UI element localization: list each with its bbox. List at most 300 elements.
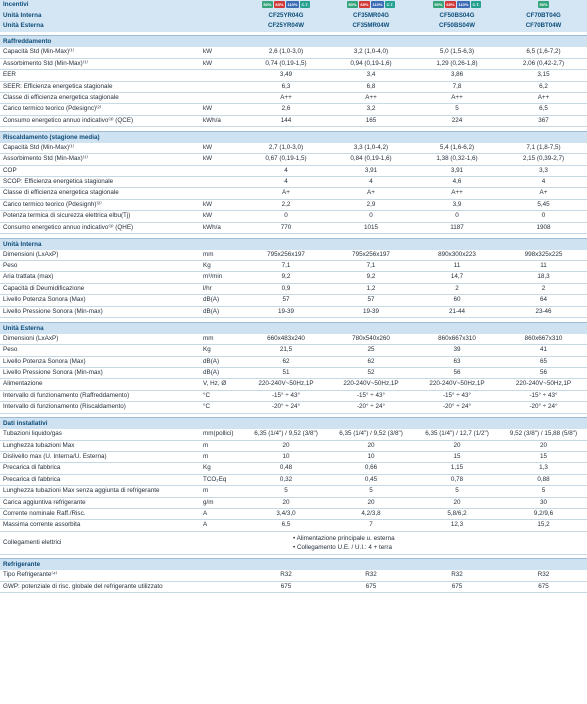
spec-value: 5	[244, 486, 328, 497]
spec-value: 5	[414, 486, 500, 497]
spec-unit: Kg	[200, 261, 244, 272]
spec-value: 5	[414, 104, 500, 115]
incentive-badge: C.T.	[386, 1, 394, 7]
indoor-model-3: CF50BS04G	[414, 11, 500, 22]
spec-unit: kW	[200, 104, 244, 115]
spec-value: 20	[414, 440, 500, 451]
spec-value: 5,8/6,2	[414, 508, 500, 519]
electrical-connections-notes: • Alimentazione principale u. esterna • Collegamento U.E. / U.I.: 4 + terra	[200, 531, 587, 554]
spec-value: 0	[414, 211, 500, 222]
spec-label: Tubazioni liquido/gas	[0, 429, 200, 440]
incentive-badge: 65%	[446, 1, 455, 7]
spec-value: 6,5 (1,6-7,2)	[500, 47, 587, 58]
spec-value: 1187	[414, 222, 500, 233]
spec-label: Lunghezza tubazioni Max	[0, 440, 200, 451]
spec-value: 57	[328, 295, 414, 306]
spec-label: Consumo energetico annuo indicativo⁽³⁾ (QHE)	[0, 222, 200, 233]
spec-row	[0, 390, 587, 401]
spec-unit: kWh/a	[200, 222, 244, 233]
spec-row	[0, 440, 587, 451]
spec-unit: kW	[200, 211, 244, 222]
spec-value: 660x483x240	[244, 334, 328, 345]
spec-label: Classe di efficienza energetica stagionale	[0, 93, 200, 104]
outdoor-unit-label: Unità Esterna	[0, 21, 200, 32]
spec-value: 6,5	[244, 520, 328, 531]
spec-value: 30	[500, 497, 587, 508]
spec-value: 3,86	[414, 70, 500, 81]
indoor-model-4: CF70BT04G	[500, 11, 587, 22]
spec-value: -20° ÷ 24°	[244, 402, 328, 413]
spec-value: 0,74 (0,19-1,5)	[244, 58, 328, 69]
spec-value: 62	[244, 356, 328, 367]
section-title: Raffreddamento	[0, 36, 587, 48]
spec-value: 998x325x225	[500, 250, 587, 261]
spec-label: Livello Pressione Sonora (Min-max)	[0, 367, 200, 378]
spec-unit: m	[200, 451, 244, 462]
spec-value: 18,3	[500, 272, 587, 283]
spec-label: Livello Potenza Sonora (Max)	[0, 356, 200, 367]
spec-value: A++	[414, 188, 500, 199]
spec-value: 62	[328, 356, 414, 367]
incentives-label: Incentivi	[0, 0, 200, 11]
spec-value: 3,9	[414, 199, 500, 210]
spec-value: 56	[414, 367, 500, 378]
spec-unit: Kg	[200, 463, 244, 474]
spec-value: 795x256x197	[244, 250, 328, 261]
spec-value: 7,1	[328, 261, 414, 272]
spec-label: Alimentazione	[0, 379, 200, 390]
spec-label: Capacità Std (Min-Max)⁽¹⁾	[0, 143, 200, 154]
spec-value: 2,6 (1,0-3,0)	[244, 47, 328, 58]
spec-value: 7,1	[244, 261, 328, 272]
spec-label: Aria trattata (max)	[0, 272, 200, 283]
spec-row	[0, 570, 587, 581]
spec-row	[0, 345, 587, 356]
incentive-badge: 65%	[360, 1, 369, 7]
spec-value: 2,6	[244, 104, 328, 115]
spec-row	[0, 165, 587, 176]
spec-value: 4,2/3,8	[328, 508, 414, 519]
spec-value: 9,2	[328, 272, 414, 283]
spec-value: R32	[244, 570, 328, 581]
spec-label: Peso	[0, 261, 200, 272]
outdoor-model-4: CF70BT04W	[500, 21, 587, 32]
spec-value: 675	[414, 581, 500, 592]
electrical-connections-label: Collegamenti elettrici	[0, 531, 200, 554]
spec-value: 0,88	[500, 474, 587, 485]
spec-value: 65	[500, 356, 587, 367]
spec-label: Precarica di fabbrica	[0, 474, 200, 485]
spec-unit	[200, 165, 244, 176]
spec-value: 20	[414, 497, 500, 508]
spec-row	[0, 58, 587, 69]
spec-label: Intervallo di funzionamento (Riscaldamento)	[0, 402, 200, 413]
spec-value: 780x540x260	[328, 334, 414, 345]
spec-value: 6,35 (1/4") / 9,52 (3/8")	[244, 429, 328, 440]
spec-unit	[200, 93, 244, 104]
outdoor-model-2: CF35MR04W	[328, 21, 414, 32]
spec-label: Massima corrente assorbita	[0, 520, 200, 531]
spec-value: 3,3	[500, 165, 587, 176]
spec-value: A++	[414, 93, 500, 104]
spec-value: 6,35 (1/4") / 12,7 (1/2")	[414, 429, 500, 440]
spec-row	[0, 429, 587, 440]
incentive-badges-1	[244, 0, 328, 11]
indoor-unit-row	[0, 11, 587, 22]
spec-value: 0	[328, 211, 414, 222]
incentive-badge: C.T.	[301, 1, 309, 7]
incentive-badges-2	[328, 0, 414, 11]
spec-value: 224	[414, 115, 500, 126]
spec-row	[0, 520, 587, 531]
spec-row	[0, 177, 587, 188]
spec-label: Capacità di Deumidificazione	[0, 283, 200, 294]
spec-row	[0, 306, 587, 317]
spec-unit: mm	[200, 334, 244, 345]
spec-value: 795x256x197	[328, 250, 414, 261]
spec-value: 64	[500, 295, 587, 306]
incentive-badge: 110%	[287, 1, 298, 7]
spec-value: 2,9	[328, 199, 414, 210]
spec-row	[0, 451, 587, 462]
spec-label: Carico termico teorico (Pdesignh)⁽²⁾	[0, 199, 200, 210]
spec-value: A++	[328, 93, 414, 104]
spec-value: 63	[414, 356, 500, 367]
spec-row	[0, 143, 587, 154]
spec-value: 2,06 (0,42-2,7)	[500, 58, 587, 69]
spec-value: 3,91	[414, 165, 500, 176]
outdoor-model-3: CF50BS04W	[414, 21, 500, 32]
spec-value: 3,15	[500, 70, 587, 81]
spec-unit: m	[200, 486, 244, 497]
spec-value: 4	[500, 177, 587, 188]
spec-unit: kW	[200, 199, 244, 210]
spec-value: 0,78	[414, 474, 500, 485]
spec-value: 51	[244, 367, 328, 378]
spec-row	[0, 474, 587, 485]
spec-row	[0, 486, 587, 497]
spec-value: 25	[328, 345, 414, 356]
spec-unit	[200, 81, 244, 92]
spec-value: 20	[244, 440, 328, 451]
spec-label: COP	[0, 165, 200, 176]
spec-value: 6,35 (1/4") / 9,52 (3/8")	[328, 429, 414, 440]
section-header-riscaldamento-stagione-media	[0, 131, 587, 143]
spec-unit: kWh/a	[200, 115, 244, 126]
section-header-unita-esterna	[0, 322, 587, 334]
section-header-unita-interna	[0, 238, 587, 250]
spec-label: Peso	[0, 345, 200, 356]
spec-unit: dB(A)	[200, 367, 244, 378]
spec-value: 4,6	[414, 177, 500, 188]
spec-label: Dimensioni (LxAxP)	[0, 250, 200, 261]
spec-value: 860x667x310	[500, 334, 587, 345]
spec-row	[0, 199, 587, 210]
spec-row	[0, 334, 587, 345]
spec-row	[0, 295, 587, 306]
spec-value: 6,2	[500, 81, 587, 92]
spec-value: 0	[500, 211, 587, 222]
spec-value: -20° ÷ 24°	[500, 402, 587, 413]
spec-value: 2,7 (1,0-3,0)	[244, 143, 328, 154]
spec-label: Precarica di fabbrica	[0, 463, 200, 474]
spec-value: 144	[244, 115, 328, 126]
spec-value: 2	[500, 283, 587, 294]
spec-unit: dB(A)	[200, 306, 244, 317]
spec-unit: g/m	[200, 497, 244, 508]
spec-value: 5	[328, 486, 414, 497]
spec-value: 14,7	[414, 272, 500, 283]
spec-value: 1908	[500, 222, 587, 233]
spec-value: 7,8	[414, 81, 500, 92]
spec-label: Intervallo di funzionamento (Raffreddamento)	[0, 390, 200, 401]
spec-value: 675	[328, 581, 414, 592]
spec-unit: mm	[200, 250, 244, 261]
spec-row	[0, 272, 587, 283]
spec-value: 1,2	[328, 283, 414, 294]
spec-value: 20	[328, 440, 414, 451]
spec-unit: l/hr	[200, 283, 244, 294]
spec-value: 11	[500, 261, 587, 272]
spec-label: Classe di efficienza energetica stagionale	[0, 188, 200, 199]
spec-label: SCOP: Efficienza energetica stagionale	[0, 177, 200, 188]
spec-value: 4	[244, 177, 328, 188]
incentive-badges-3	[414, 0, 500, 11]
spec-row	[0, 154, 587, 165]
spec-unit	[200, 570, 244, 581]
incentive-badges-4	[500, 0, 587, 11]
spec-row	[0, 367, 587, 378]
spec-value: 6,3	[244, 81, 328, 92]
spec-value: 12,3	[414, 520, 500, 531]
spec-row	[0, 261, 587, 272]
spec-unit: m	[200, 440, 244, 451]
spec-value: 3,3 (1,0-4,2)	[328, 143, 414, 154]
spec-value: 23-46	[500, 306, 587, 317]
spec-value: 3,4	[328, 70, 414, 81]
spec-value: 3,2 (1,0-4,0)	[328, 47, 414, 58]
spec-value: 0	[244, 211, 328, 222]
spec-value: 860x667x310	[414, 334, 500, 345]
spec-value: -15° ÷ 43°	[328, 390, 414, 401]
spec-value: 165	[328, 115, 414, 126]
section-title: Riscaldamento (stagione media)	[0, 131, 587, 143]
spec-unit	[200, 70, 244, 81]
spec-value: 5,4 (1,6-6,2)	[414, 143, 500, 154]
incentive-badge: 50%	[348, 1, 357, 7]
spec-value: 0,48	[244, 463, 328, 474]
spec-value: -15° ÷ 43°	[500, 390, 587, 401]
spec-value: 52	[328, 367, 414, 378]
spec-value: 770	[244, 222, 328, 233]
spec-label: Capacità Std (Min-Max)⁽¹⁾	[0, 47, 200, 58]
spec-value: 57	[244, 295, 328, 306]
spec-value: 675	[500, 581, 587, 592]
spec-value: 3,2	[328, 104, 414, 115]
spec-value: -20° ÷ 24°	[328, 402, 414, 413]
spec-value: 39	[414, 345, 500, 356]
spec-label: Assorbimento Std (Min-Max)⁽¹⁾	[0, 58, 200, 69]
incentive-badge: 110%	[458, 1, 469, 7]
spec-value: A+	[244, 188, 328, 199]
incentive-badge: C.T.	[472, 1, 480, 7]
spec-label: Potenza termica di sicurezza elettrica elbu(Tj)	[0, 211, 200, 222]
spec-row	[0, 188, 587, 199]
spec-unit: kW	[200, 143, 244, 154]
spec-row	[0, 250, 587, 261]
spec-value: 0,66	[328, 463, 414, 474]
spec-row	[0, 581, 587, 592]
spec-value: 19-39	[328, 306, 414, 317]
section-header-refrigerante	[0, 559, 587, 571]
spec-value: 5,45	[500, 199, 587, 210]
spec-label: Livello Pressione Sonora (Min-max)	[0, 306, 200, 317]
spec-unit	[200, 581, 244, 592]
spec-label: Dimensioni (LxAxP)	[0, 334, 200, 345]
spec-value: 6,5	[500, 104, 587, 115]
spec-unit: mm(pollici)	[200, 429, 244, 440]
spec-value: 41	[500, 345, 587, 356]
spec-label: Carico termico teorico (Pdesignc)⁽²⁾	[0, 104, 200, 115]
spec-value: 0,94 (0,19-1,6)	[328, 58, 414, 69]
spec-value: 2	[414, 283, 500, 294]
spec-unit: dB(A)	[200, 356, 244, 367]
spec-value: 20	[328, 497, 414, 508]
spec-value: 3,4/3,0	[244, 508, 328, 519]
section-header-raffreddamento	[0, 36, 587, 48]
spec-row	[0, 93, 587, 104]
spec-unit: m³/min	[200, 272, 244, 283]
spec-value: 10	[328, 451, 414, 462]
spec-unit	[200, 188, 244, 199]
spec-value: 4	[328, 177, 414, 188]
section-title: Unità Interna	[0, 238, 587, 250]
indoor-model-2: CF35MR04G	[328, 11, 414, 22]
spec-unit: kW	[200, 154, 244, 165]
spec-unit: kW	[200, 47, 244, 58]
spec-row	[0, 463, 587, 474]
spec-value: 15	[414, 451, 500, 462]
indoor-model-1: CF25YR04G	[244, 11, 328, 22]
spec-value: 1,29 (0,26-1,8)	[414, 58, 500, 69]
spec-value: 0,32	[244, 474, 328, 485]
spec-value: 2,2	[244, 199, 328, 210]
spec-value: 5	[500, 486, 587, 497]
spec-value: R32	[414, 570, 500, 581]
spec-unit: °C	[200, 390, 244, 401]
spec-value: -20° ÷ 24°	[414, 402, 500, 413]
spec-value: 220-240V~50Hz,1P	[328, 379, 414, 390]
spec-label: Tipo Refrigerante⁽⁴⁾	[0, 570, 200, 581]
spec-value: 15	[500, 451, 587, 462]
spec-label: Carica aggiuntiva refrigerante	[0, 497, 200, 508]
spec-value: 0,9	[244, 283, 328, 294]
spec-unit	[200, 177, 244, 188]
spec-unit: kW	[200, 58, 244, 69]
spec-value: 890x300x223	[414, 250, 500, 261]
spec-value: 1,38 (0,32-1,6)	[414, 154, 500, 165]
spec-value: 220-240V~50Hz,1P	[244, 379, 328, 390]
spec-unit: V, Hz, Ø	[200, 379, 244, 390]
outdoor-unit-row	[0, 21, 587, 32]
spec-value: 2,15 (0,39-2,7)	[500, 154, 587, 165]
spec-value: 19-39	[244, 306, 328, 317]
spec-value: A+	[500, 188, 587, 199]
spec-value: 3,91	[328, 165, 414, 176]
section-title: Refrigerante	[0, 559, 587, 571]
spec-label: SEER: Efficienza energetica stagionale	[0, 81, 200, 92]
spec-row	[0, 508, 587, 519]
spec-value: 7,1 (1,8-7,5)	[500, 143, 587, 154]
spec-row	[0, 283, 587, 294]
electrical-connections-row	[0, 531, 587, 554]
section-title: Dati installativi	[0, 418, 587, 430]
spec-value: 3,49	[244, 70, 328, 81]
spec-unit: A	[200, 508, 244, 519]
spec-value: 4	[244, 165, 328, 176]
spec-row	[0, 211, 587, 222]
spec-label: Livello Potenza Sonora (Max)	[0, 295, 200, 306]
spec-value: A++	[244, 93, 328, 104]
incentive-badge: 50%	[434, 1, 443, 7]
spec-unit: °C	[200, 402, 244, 413]
spec-value: 11	[414, 261, 500, 272]
spec-value: A++	[500, 93, 587, 104]
spec-value: -15° ÷ 43°	[244, 390, 328, 401]
spec-row	[0, 47, 587, 58]
spec-value: 220-240V~50Hz,1P	[414, 379, 500, 390]
spec-value: 20	[244, 497, 328, 508]
spec-row	[0, 379, 587, 390]
spec-unit: dB(A)	[200, 295, 244, 306]
spec-row	[0, 70, 587, 81]
spec-row	[0, 81, 587, 92]
spec-value: 0,84 (0,19-1,6)	[328, 154, 414, 165]
spec-value: 1015	[328, 222, 414, 233]
spec-unit: Kg	[200, 345, 244, 356]
spec-value: 0,67 (0,19-1,5)	[244, 154, 328, 165]
spec-row	[0, 115, 587, 126]
spec-unit: TCO₂Eq	[200, 474, 244, 485]
spec-label: GWP: potenziale di risc. globale del refrigerante utilizzato	[0, 581, 200, 592]
spec-value: -15° ÷ 43°	[414, 390, 500, 401]
spec-row	[0, 402, 587, 413]
spec-value: 21-44	[414, 306, 500, 317]
spec-label: EER	[0, 70, 200, 81]
spec-value: 1,15	[414, 463, 500, 474]
spec-unit: A	[200, 520, 244, 531]
spec-value: 60	[414, 295, 500, 306]
spec-value: 56	[500, 367, 587, 378]
section-header-dati-installativi	[0, 418, 587, 430]
spec-value: 10	[244, 451, 328, 462]
spec-value: 1,3	[500, 463, 587, 474]
incentive-badge: 50%	[263, 1, 272, 7]
outdoor-model-1: CF25YR04W	[244, 21, 328, 32]
section-title: Unità Esterna	[0, 322, 587, 334]
spec-value: 675	[244, 581, 328, 592]
spec-value: R32	[328, 570, 414, 581]
spec-value: 9,52 (3/8") / 15,88 (5/8")	[500, 429, 587, 440]
spec-value: 21,5	[244, 345, 328, 356]
spec-value: 367	[500, 115, 587, 126]
incentive-badge: 50%	[539, 1, 548, 7]
spec-value: 7	[328, 520, 414, 531]
spec-value: 20	[500, 440, 587, 451]
spec-row	[0, 104, 587, 115]
spec-value: 9,2	[244, 272, 328, 283]
spec-value: 6,8	[328, 81, 414, 92]
